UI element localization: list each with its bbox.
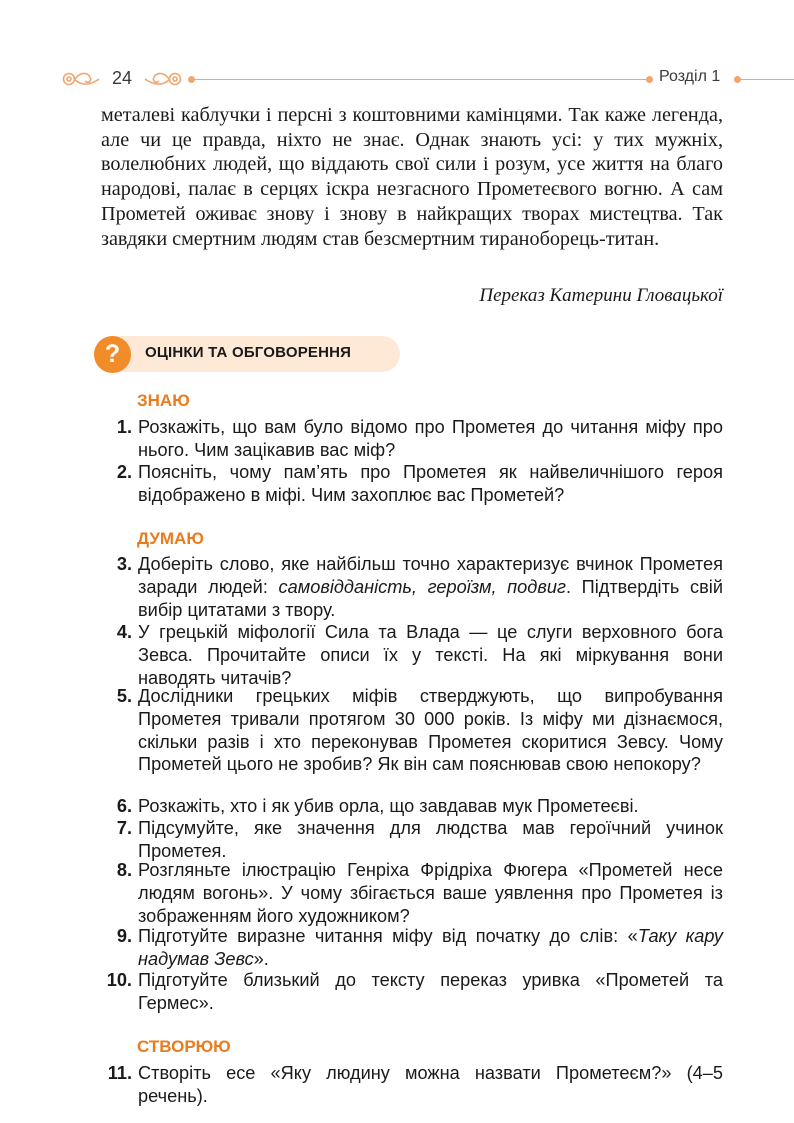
question-item bbox=[96, 1062, 723, 1108]
subheading-think: ДУМАЮ bbox=[137, 529, 204, 548]
question-item bbox=[96, 553, 723, 621]
retelling-credit: Переказ Катерини Гловацької bbox=[479, 285, 723, 306]
question-text: Розкажіть, що вам було відомо про Прометея до читання міфу про нього. Чим зацікавив вас міф? bbox=[138, 417, 723, 460]
question-text: У грецькій міфології Сила та Влада — це слуги верховного бога Зевса. Прочитайте описи їх у тексті. На які міркування вони наводять читачів? bbox=[138, 622, 723, 688]
question-text-part: Доберіть слово, яке найбільш точно характеризує вчинок Прометея заради людей: bbox=[138, 554, 723, 597]
question-text: Підсумуйте, яке значення для людства мав героїчний учинок Прометея. bbox=[138, 818, 723, 861]
subheading-know: ЗНАЮ bbox=[137, 391, 190, 410]
question-number: 1. bbox=[116, 417, 132, 437]
question-icon: ? bbox=[94, 336, 131, 373]
header-rule-tail bbox=[740, 79, 794, 80]
question-text-part: . Підтвердіть свій вибір цитатами з твору. bbox=[138, 576, 723, 620]
right-ornament-icon bbox=[142, 68, 184, 90]
question-number: 10. bbox=[106, 970, 132, 990]
question-number: 9. bbox=[116, 926, 132, 946]
question-text: Поясніть, чому пам’ять про Прометея як найвеличнішого героя відображено в міфі. Чим захоплює вас Прометей? bbox=[138, 462, 723, 505]
question-number: 3. bbox=[116, 554, 132, 574]
question-number: 6. bbox=[116, 796, 132, 816]
question-item bbox=[96, 969, 723, 1015]
question-italic-words: самовідданість, героїзм, подвиг bbox=[278, 576, 566, 597]
subheading-create: СТВОРЮЮ bbox=[137, 1037, 231, 1056]
question-item bbox=[96, 817, 723, 863]
left-ornament-icon bbox=[60, 68, 102, 90]
page-number: 24 bbox=[112, 68, 133, 88]
question-italic-quote: Таку кару надумав Зевс bbox=[138, 926, 723, 969]
question-item bbox=[96, 461, 723, 507]
question-item bbox=[96, 795, 723, 818]
question-text-part: Підготуйте виразне читання міфу від початку до слів: « bbox=[138, 926, 638, 946]
question-number: 4. bbox=[116, 622, 132, 642]
question-text bbox=[138, 925, 723, 971]
myth-ending-text bbox=[101, 103, 723, 251]
question-text-part: ». bbox=[253, 948, 269, 969]
discussion-title: ОЦІНКИ ТА ОБГОВОРЕННЯ bbox=[145, 344, 352, 361]
question-item bbox=[96, 859, 723, 927]
question-number: 2. bbox=[116, 462, 132, 482]
question-number: 8. bbox=[116, 860, 132, 880]
header-line-dot bbox=[646, 76, 653, 83]
question-number: 7. bbox=[116, 818, 132, 838]
question-number: 11. bbox=[107, 1063, 132, 1083]
section-label: Розділ 1 bbox=[659, 68, 721, 85]
question-text: Створіть есе «Яку людину можна назвати Прометеєм?» (4–5 речень). bbox=[138, 1063, 723, 1106]
page-header bbox=[0, 62, 794, 98]
question-text: Дослідники грецьких міфів стверджують, що випробування Прометея тривали протягом 30 000 років. Із міфу ми дізнаємося, скільки разів і хто переконував Прометея скоритися Зевсу. Чому Прометей цього не зробив? Як він сам пояснював свою непокору? bbox=[138, 686, 723, 775]
question-text bbox=[138, 553, 723, 621]
question-text: Розгляньте ілюстрацію Генріха Фрідріха Фюгера «Прометей несе людям вогонь». У чому збігається ваше уявлення про Прометея із зображенням його художником? bbox=[138, 860, 723, 926]
question-number: 5. bbox=[116, 686, 132, 706]
question-text: Розкажіть, хто і як убив орла, що завдавав мук Прометеєві. bbox=[138, 796, 639, 816]
question-item bbox=[96, 685, 723, 776]
question-item bbox=[96, 416, 723, 462]
question-text: Підготуйте близький до тексту переказ уривка «Прометей та Гермес». bbox=[138, 970, 723, 1013]
header-rule bbox=[194, 79, 649, 80]
question-item bbox=[96, 621, 723, 689]
question-item bbox=[96, 925, 723, 971]
paragraph: металеві каблучки і персні з коштовними камінцями. Так каже легенда, але чи це правда, ніхто не знає. Однак знають усі: у тих мужніх, волелюбних людей, що віддають свої сили і розум, усе життя на благо народові, палає в серцях іскра незгасного Прометеєвого вогню. А сам Прометей оживає знову і знову в найкращих творах мистецтва. Так завдяки смертним людям став безсмертним тираноборець-титан. bbox=[101, 104, 723, 250]
